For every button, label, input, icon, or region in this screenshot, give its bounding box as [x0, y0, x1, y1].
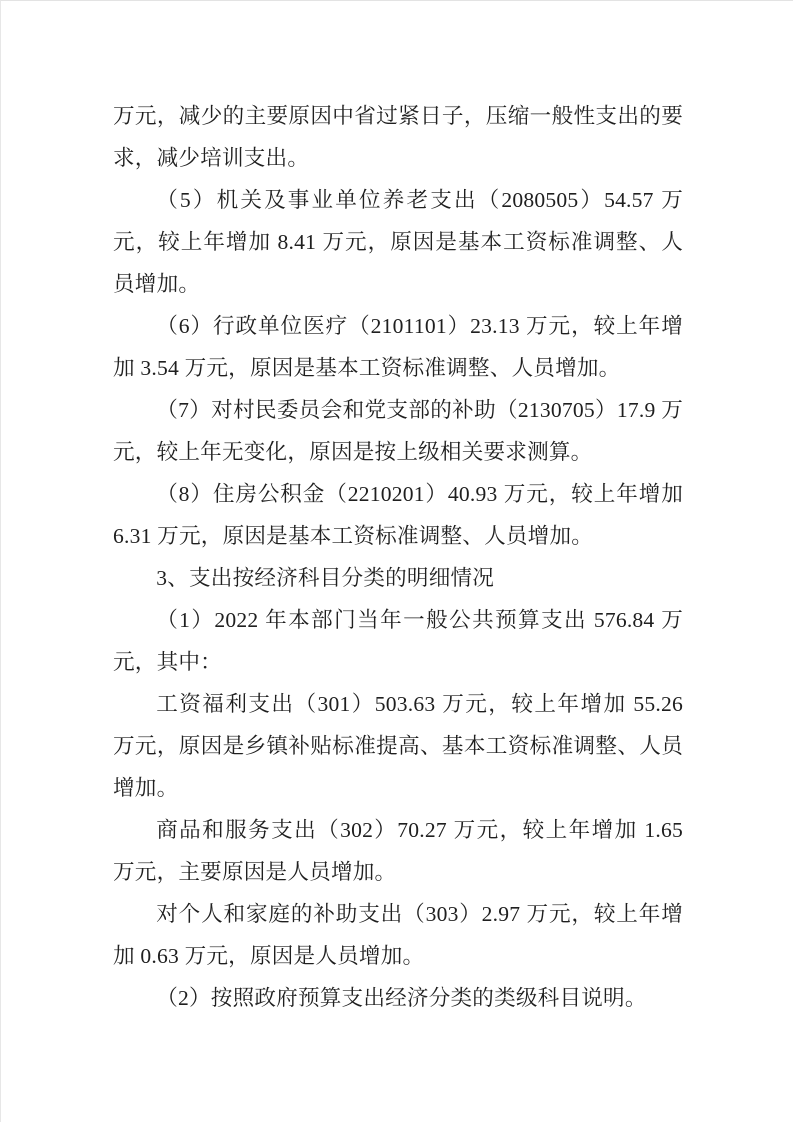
- para-heading-economic-classification: 3、支出按经济科目分类的明细情况: [156, 566, 495, 590]
- para-item-8-housing-fund: （8）住房公积金（2210201）40.93 万元，较上年增加 6.31 万元，原因是基本工资标准调整、人员增加。: [113, 482, 683, 548]
- para-item-1-total-budget-expense: （1）2022 年本部门当年一般公共预算支出 576.84 万元，其中：: [113, 608, 683, 674]
- para-item-7-village-committee-subsidy: （7）对村民委员会和党支部的补助（2130705）17.9 万元，较上年无变化，原因是按上级相关要求测算。: [113, 398, 683, 464]
- para-continued-from-previous-page: 万元，减少的主要原因中省过紧日子，压缩一般性支出的要求，减少培训支出。: [113, 104, 683, 170]
- para-item-6-admin-medical: （6）行政单位医疗（2101101）23.13 万元，较上年增加 3.54 万元，原因是基本工资标准调整、人员增加。: [113, 314, 683, 380]
- para-goods-services-expense: 商品和服务支出（302）70.27 万元，较上年增加 1.65 万元，主要原因是人员增加。: [113, 818, 683, 884]
- para-individual-family-subsidy: 对个人和家庭的补助支出（303）2.97 万元，较上年增加 0.63 万元，原因是人员增加。: [113, 902, 683, 968]
- para-item-5-pension-expense: （5）机关及事业单位养老支出（2080505）54.57 万元，较上年增加 8.41 万元，原因是基本工资标准调整、人员增加。: [113, 188, 683, 296]
- para-item-2-category-explanation: （2）按照政府预算支出经济分类的类级科目说明。: [156, 986, 647, 1010]
- para-wage-welfare-expense: 工资福利支出（301）503.63 万元，较上年增加 55.26 万元，原因是乡镇补贴标准提高、基本工资标准调整、人员增加。: [113, 692, 683, 800]
- document-body: [113, 95, 683, 1019]
